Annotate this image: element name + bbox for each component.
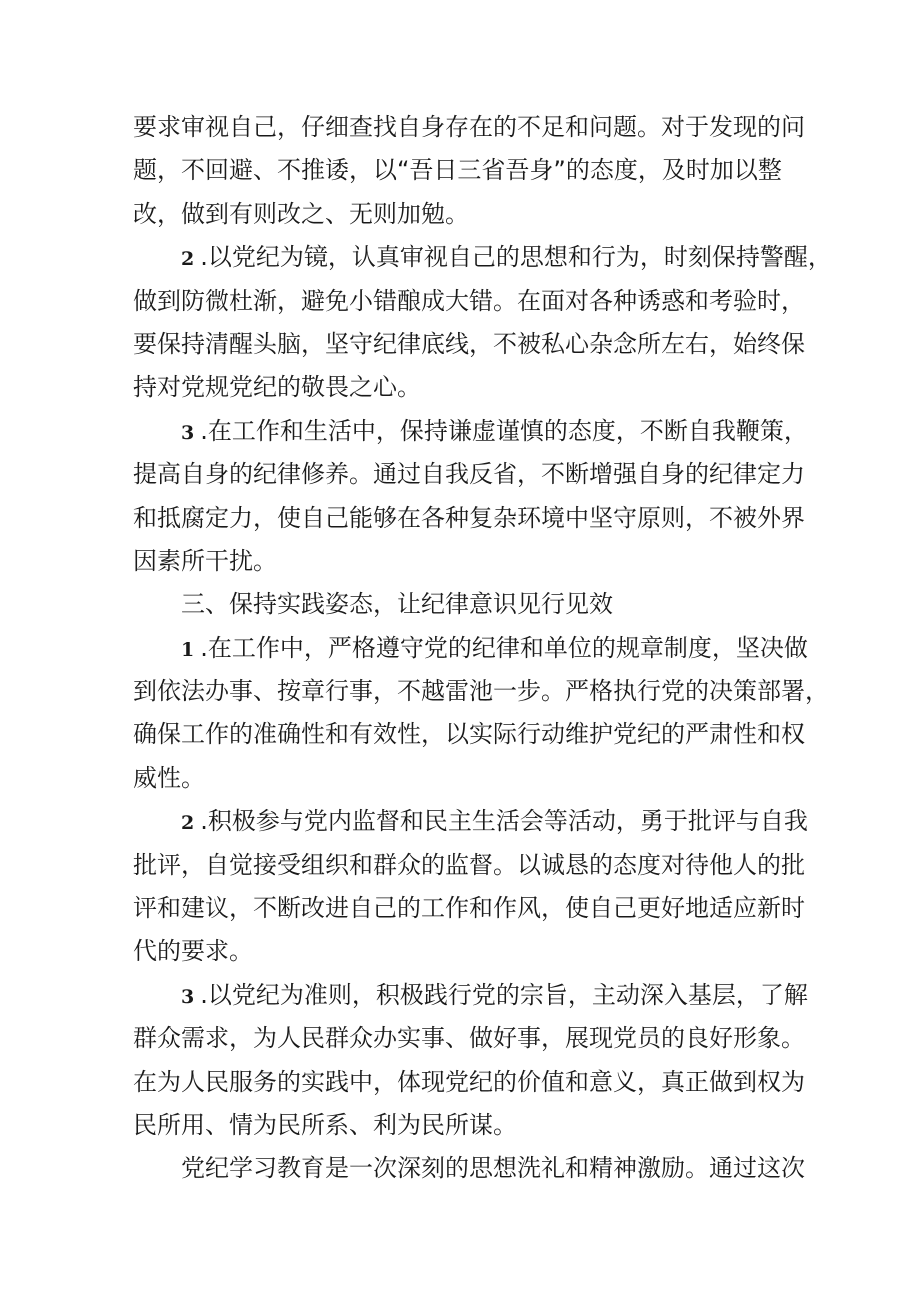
line-text: .以党纪为准则，积极践行党的宗旨，主动深入基层，了解	[200, 980, 808, 1009]
text-line: 要保持清醒头脑，坚守纪律底线，不被私心杂念所左右，始终保	[133, 329, 805, 358]
list-number: 3	[181, 421, 195, 444]
line-text: .以党纪为镜，认真审视自己的思想和行为，时刻保持警醒，	[200, 243, 832, 272]
list-number: 2	[181, 812, 195, 835]
body-text	[133, 0, 832, 1191]
text-line	[133, 627, 808, 670]
text-line	[133, 236, 832, 279]
text-line: 威性。	[133, 763, 205, 792]
text-line: 群众需求，为人民群众办实事、做好事，展现党员的良好形象。	[133, 1024, 805, 1053]
text-line	[133, 800, 808, 843]
section-heading	[133, 583, 793, 626]
paragraph-item-1	[133, 627, 829, 801]
text-line: 到依法办事、按章行事，不越雷池一步。严格执行党的决策部署，	[133, 677, 829, 706]
text-line: 做到防微杜渐，避免小错酿成大错。在面对各种诱惑和考验时，	[133, 286, 805, 315]
text-line: 民所用、情为民所系、利为民所谋。	[133, 1110, 517, 1139]
paragraph-item-3	[133, 974, 808, 1148]
text-line: 要求审视自己，仔细查找自身存在的不足和问题。对于发现的问	[133, 113, 805, 141]
line-text: .积极参与党内监督和民主生活会等活动，勇于批评与自我	[200, 807, 808, 836]
text-line: 和抵腐定力，使自己能够在各种复杂环境中坚守原则，不被外界	[133, 503, 805, 532]
text-line: 确保工作的准确性和有效性，以实际行动维护党纪的严肃性和权	[133, 720, 805, 749]
text-line	[133, 974, 808, 1017]
text-line: 改，做到有则改之、无则加勉。	[133, 199, 469, 228]
text-line: 持对党规党纪的敬畏之心。	[133, 373, 421, 402]
text-line: 批评，自觉接受组织和群众的监督。以诚恳的态度对待他人的批	[133, 850, 805, 879]
line-text: .在工作和生活中，保持谦虚谨慎的态度，不断自我鞭策，	[200, 416, 808, 445]
text-line: 党纪学习教育是一次深刻的思想洗礼和精神激励。通过这次	[181, 1154, 805, 1183]
paragraph-item-3	[133, 410, 808, 584]
text-line: 评和建议，不断改进自己的工作和作风，使自己更好地适应新时	[133, 894, 805, 923]
text-line: 题，不回避、不推诿，以“吾日三省吾身”的态度，及时加以整	[133, 156, 782, 185]
text-line: 因素所干扰。	[133, 546, 277, 575]
text-line: 代的要求。	[133, 937, 253, 966]
list-number: 2	[181, 248, 195, 271]
line-text: .在工作中，严格遵守党的纪律和单位的规章制度，坚决做	[200, 633, 808, 662]
paragraph-item-2	[133, 800, 808, 974]
list-number: 3	[181, 985, 195, 1008]
text-line: 提高自身的纪律修养。通过自我反省，不断增强自身的纪律定力	[133, 460, 805, 489]
paragraph-continuation	[133, 106, 805, 236]
heading-line: 三、保持实践姿态，让纪律意识见行见效	[181, 590, 613, 619]
text-line	[133, 410, 808, 453]
list-number: 1	[181, 638, 195, 661]
paragraph-conclusion	[133, 1147, 805, 1190]
text-line: 在为人民服务的实践中，体现党纪的价值和意义，真正做到权为	[133, 1067, 805, 1096]
paragraph-item-2	[133, 236, 832, 410]
